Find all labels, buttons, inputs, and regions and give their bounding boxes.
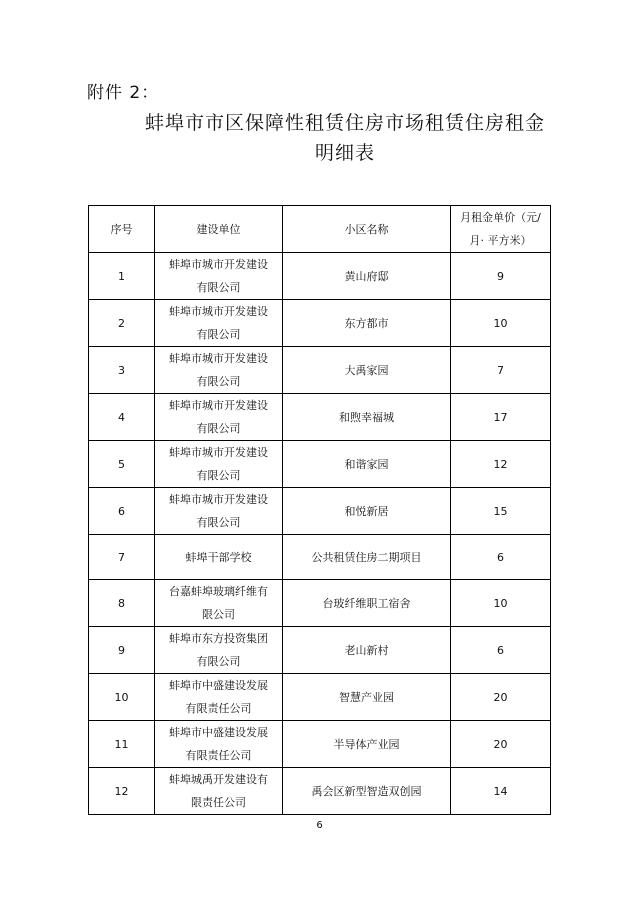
cell-monthly-rent-price: 6 (451, 535, 551, 580)
cell-monthly-rent-price: 7 (451, 347, 551, 394)
cell-construction-unit (155, 721, 283, 768)
table-row (89, 300, 551, 347)
construction-unit-line2: 有限责任公司 (185, 749, 252, 762)
table-row (89, 394, 551, 441)
cell-construction-unit (155, 627, 283, 674)
cell-serial-no: 7 (89, 535, 155, 580)
construction-unit-line2: 有限公司 (196, 516, 241, 529)
cell-monthly-rent-price: 20 (451, 721, 551, 768)
cell-serial-no: 9 (89, 627, 155, 674)
table-header-row (89, 206, 551, 253)
construction-unit-line2: 限责任公司 (191, 796, 246, 809)
construction-unit-line1: 蚌埠市中盛建设发展 (169, 679, 268, 692)
cell-serial-no: 12 (89, 768, 155, 815)
cell-construction-unit (155, 535, 283, 580)
cell-serial-no: 2 (89, 300, 155, 347)
cell-construction-unit (155, 300, 283, 347)
construction-unit-line1: 蚌埠市城市开发建设 (169, 399, 268, 412)
construction-unit-line1: 蚌埠市中盛建设发展 (169, 726, 268, 739)
cell-monthly-rent-price: 17 (451, 394, 551, 441)
page-number: 6 (316, 820, 323, 831)
cell-monthly-rent-price: 20 (451, 674, 551, 721)
cell-monthly-rent-price: 12 (451, 441, 551, 488)
cell-serial-no: 3 (89, 347, 155, 394)
cell-monthly-rent-price: 10 (451, 300, 551, 347)
header-construction-unit: 建设单位 (155, 206, 283, 253)
header-monthly-rent-price (451, 206, 551, 253)
cell-community-name: 东方都市 (283, 300, 451, 347)
construction-unit-line1: 蚌埠市城市开发建设 (169, 352, 268, 365)
cell-monthly-rent-price: 15 (451, 488, 551, 535)
header-price-line1: 月租金单价（元/ (460, 211, 541, 224)
table-row (89, 488, 551, 535)
cell-serial-no: 10 (89, 674, 155, 721)
cell-monthly-rent-price: 10 (451, 580, 551, 627)
header-serial-no: 序号 (89, 206, 155, 253)
construction-unit-line1: 蚌埠城禹开发建设有 (169, 773, 268, 786)
construction-unit-line1: 蚌埠干部学校 (185, 550, 252, 564)
cell-construction-unit (155, 441, 283, 488)
table-row (89, 768, 551, 815)
cell-serial-no: 5 (89, 441, 155, 488)
construction-unit-line2: 有限公司 (196, 422, 241, 435)
cell-community-name: 黄山府邸 (283, 253, 451, 300)
construction-unit-line1: 蚌埠市城市开发建设 (169, 305, 268, 318)
cell-monthly-rent-price: 14 (451, 768, 551, 815)
cell-community-name: 和谐家园 (283, 441, 451, 488)
table-row (89, 674, 551, 721)
cell-construction-unit (155, 394, 283, 441)
header-community-name: 小区名称 (283, 206, 451, 253)
cell-community-name: 半导体产业园 (283, 721, 451, 768)
cell-construction-unit (155, 674, 283, 721)
cell-construction-unit (155, 768, 283, 815)
table-row (89, 580, 551, 627)
construction-unit-line1: 蚌埠市城市开发建设 (169, 446, 268, 459)
document-title-line1: 蚌埠市市区保障性租赁住房市场租赁住房租金 (144, 112, 545, 134)
table-row (89, 627, 551, 674)
cell-community-name: 大禹家园 (283, 347, 451, 394)
attachment-label: 附件 2： (87, 83, 160, 103)
cell-serial-no: 11 (89, 721, 155, 768)
construction-unit-line2: 有限公司 (196, 328, 241, 341)
cell-serial-no: 4 (89, 394, 155, 441)
rent-detail-table (88, 205, 551, 815)
construction-unit-line1: 蚌埠市东方投资集团 (169, 632, 268, 645)
construction-unit-line2: 有限责任公司 (185, 702, 252, 715)
table-row (89, 535, 551, 580)
construction-unit-line2: 有限公司 (196, 375, 241, 388)
construction-unit-line2: 有限公司 (196, 469, 241, 482)
cell-community-name: 智慧产业园 (283, 674, 451, 721)
cell-community-name: 公共租赁住房二期项目 (283, 535, 451, 580)
construction-unit-line2: 有限公司 (196, 655, 241, 668)
document-title-line2: 明细表 (314, 142, 375, 164)
table-row (89, 721, 551, 768)
header-price-line2: 月· 平方米） (469, 234, 532, 247)
cell-monthly-rent-price: 9 (451, 253, 551, 300)
construction-unit-line1: 蚌埠市城市开发建设 (169, 493, 268, 506)
table-row (89, 441, 551, 488)
cell-community-name: 台玻纤维职工宿舍 (283, 580, 451, 627)
construction-unit-line2: 有限公司 (196, 281, 241, 294)
cell-construction-unit (155, 488, 283, 535)
cell-serial-no: 8 (89, 580, 155, 627)
table-row (89, 347, 551, 394)
cell-community-name: 老山新村 (283, 627, 451, 674)
table-row (89, 253, 551, 300)
cell-community-name: 禹会区新型智造双创园 (283, 768, 451, 815)
cell-serial-no: 1 (89, 253, 155, 300)
construction-unit-line1: 台嘉蚌埠玻璃纤维有 (169, 585, 268, 598)
cell-construction-unit (155, 253, 283, 300)
cell-construction-unit (155, 347, 283, 394)
cell-monthly-rent-price: 6 (451, 627, 551, 674)
cell-community-name: 和煦幸福城 (283, 394, 451, 441)
cell-serial-no: 6 (89, 488, 155, 535)
construction-unit-line2: 限公司 (202, 608, 235, 621)
cell-construction-unit (155, 580, 283, 627)
construction-unit-line1: 蚌埠市城市开发建设 (169, 258, 268, 271)
cell-community-name: 和悦新居 (283, 488, 451, 535)
